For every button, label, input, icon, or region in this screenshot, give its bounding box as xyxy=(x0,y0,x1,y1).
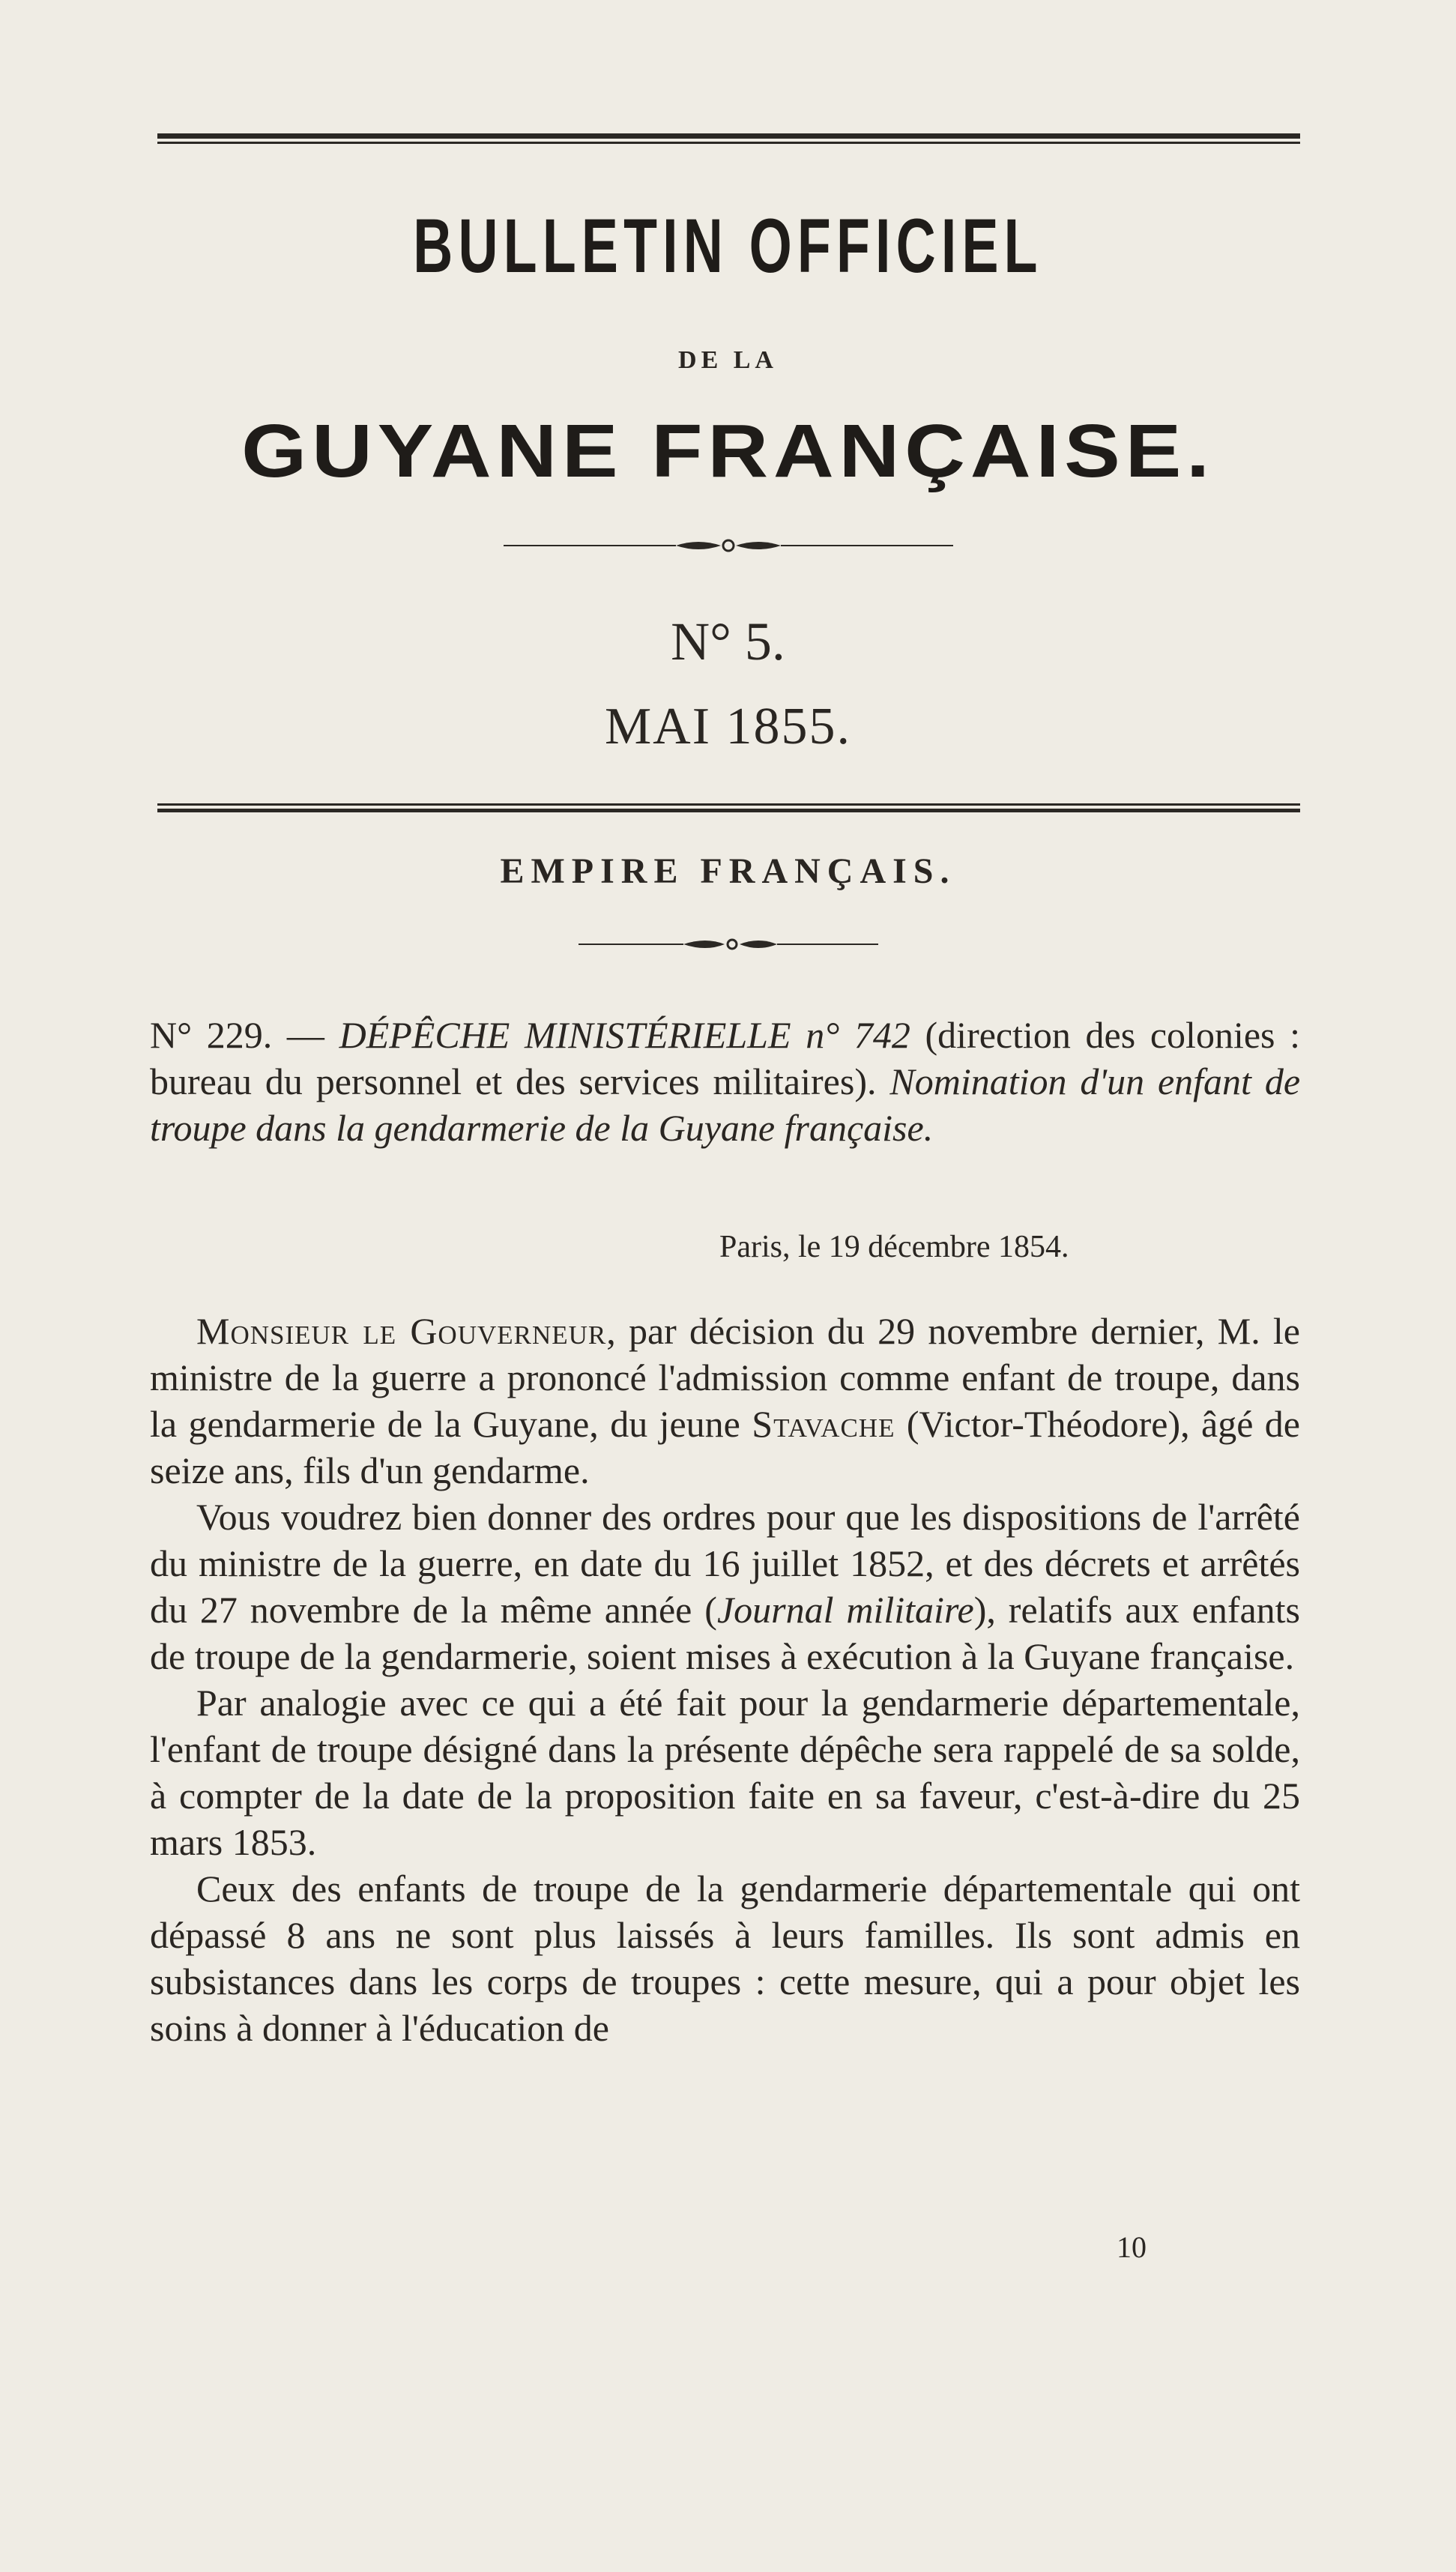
top-rule xyxy=(157,133,1300,144)
article-body xyxy=(150,1308,1300,2051)
small-ornament-divider xyxy=(0,929,1456,959)
place-date: Paris, le 19 décembre 1854. xyxy=(719,1230,1069,1264)
middle-rule xyxy=(157,803,1300,812)
paragraph-1-text-a: , par décision du 29 novembre dernier, M. le ministre de la guerre a prononcé l'admission comme enfant de troupe, dans la gendarmerie de la Guyane, du jeune xyxy=(150,1310,1301,1445)
paragraph-4: Ceux des enfants de troupe de la gendarmerie départementale qui ont dépassé 8 ans ne sont plus laissés à leurs familles. Ils sont admis en subsistances dans les corps de troupes : cette mesure, qui a pour objet les soins à donner à l'éducation de xyxy=(150,1868,1300,2049)
paragraph-2-text-a: Vous voudrez bien donner des ordres pour que les dispositions de l'arrêté du ministre de la guerre, en date du 16 juillet 1852, et des décrets et arrêtés du 27 novembre de la même année ( xyxy=(150,1496,1300,1631)
ornament-divider xyxy=(0,531,1456,561)
issue-number: N° 5. xyxy=(671,612,785,671)
article-heading xyxy=(150,1012,1300,1151)
paragraph-3: Par analogie avec ce qui a été fait pour la gendarmerie départementale, l'enfant de troupe désigné dans la présente dépêche sera rappelé de sa solde, à compter de la date de la proposition faite en sa faveur, c'est-à-dire du 25 mars 1853. xyxy=(150,1682,1300,1863)
article-number: N° 229. — xyxy=(150,1014,324,1056)
person-name: Stavache xyxy=(752,1403,895,1445)
paragraph-2-text-b: ), relatifs aux enfants de troupe de la gendarmerie, soient mises à exécution à la Guyane française. xyxy=(150,1589,1301,1677)
article-subject: Nomination d'un enfant de troupe dans la gendarmerie de la Guyane française. xyxy=(150,1060,1301,1149)
paragraph-1 xyxy=(150,1308,1300,1494)
title-bulletin-officiel: BULLETIN OFFICIEL xyxy=(413,203,1043,289)
title-connector: DE LA xyxy=(678,346,778,374)
article-doc-title: DÉPÊCHE MINISTÉRIELLE xyxy=(339,1014,791,1056)
salutation: Monsieur le Gouverneur xyxy=(196,1310,607,1352)
article-doc-number: n° 742 xyxy=(806,1014,910,1056)
page-number: 10 xyxy=(1117,2230,1147,2264)
section-title: EMPIRE FRANÇAIS. xyxy=(500,851,956,891)
title-guyane-francaise: GUYANE FRANÇAISE. xyxy=(241,409,1215,493)
paragraph-1-text-b: (Victor-Théodore), âgé de seize ans, fils d'un gendarme. xyxy=(150,1403,1300,1491)
paragraph-2 xyxy=(150,1494,1300,1679)
article-direction: (direction des colonies : bureau du personnel et des services militaires). xyxy=(150,1014,1301,1102)
issue-date: MAI 1855. xyxy=(604,698,852,755)
journal-title: Journal militaire xyxy=(716,1589,974,1631)
